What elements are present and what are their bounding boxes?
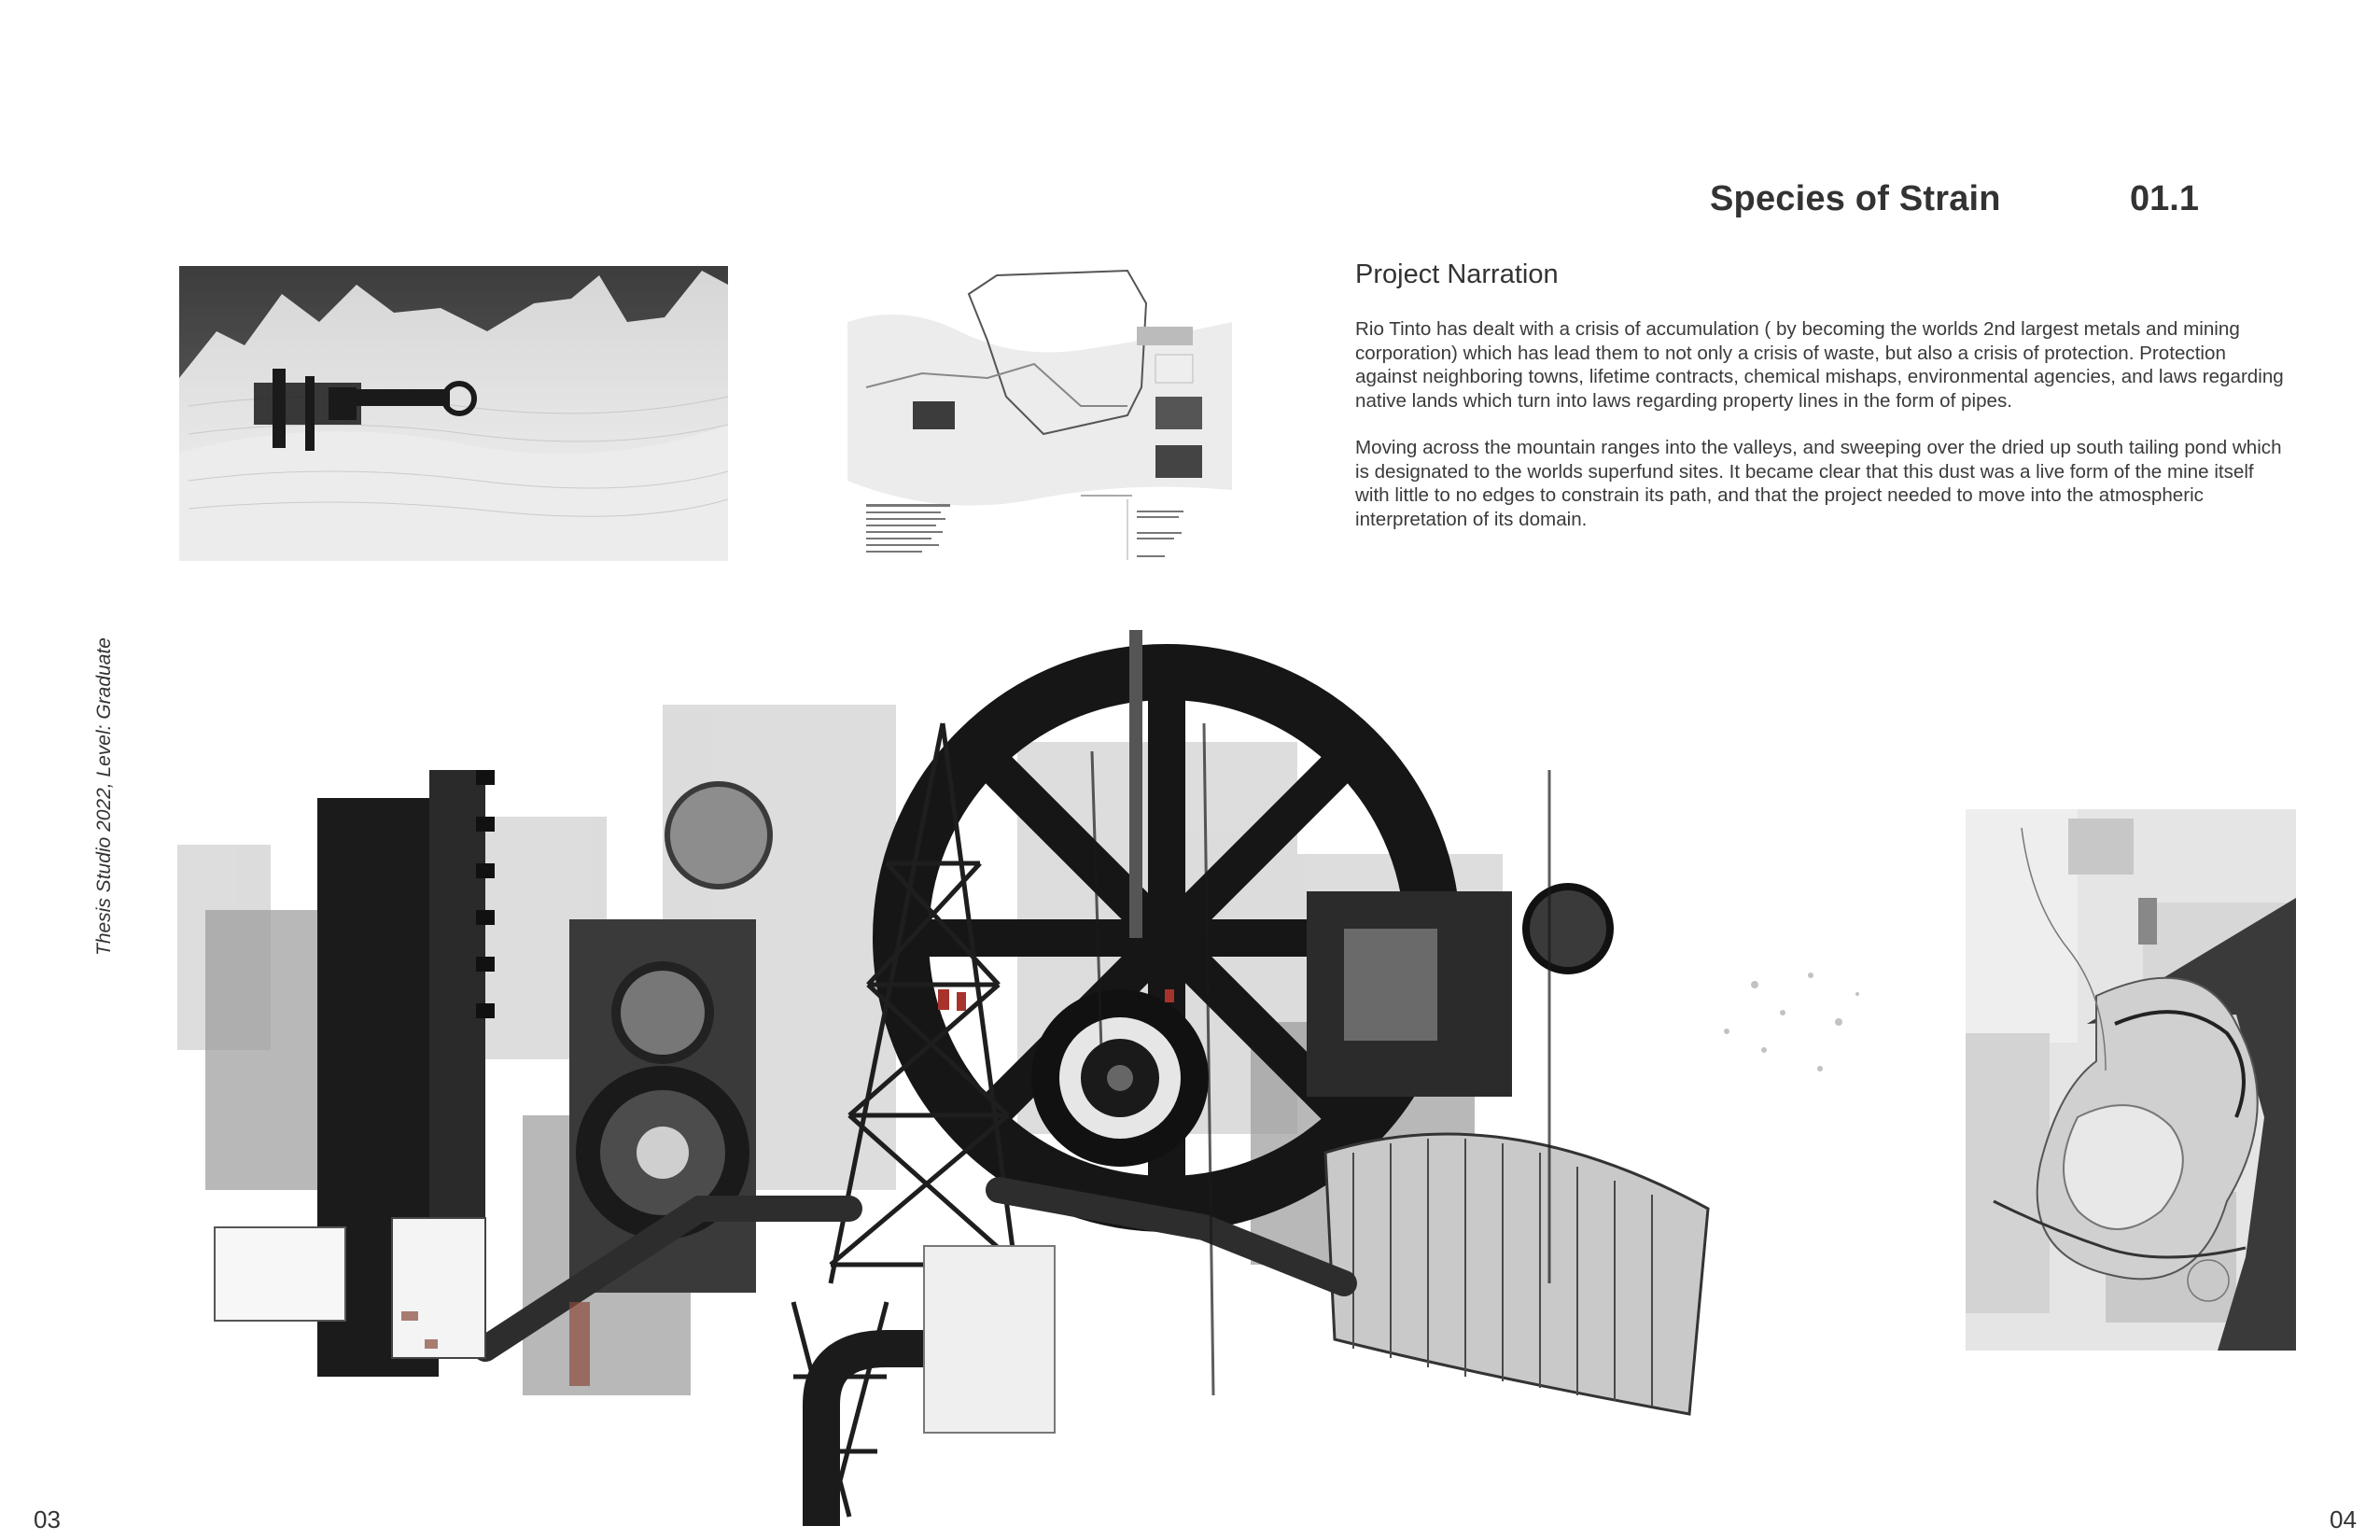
tailings-map-graphic bbox=[1966, 809, 2296, 1351]
page-title: Species of Strain bbox=[1710, 179, 2001, 218]
mountain-render-image bbox=[179, 266, 728, 561]
industrial-collage-image bbox=[177, 630, 1895, 1526]
site-map-graphic bbox=[847, 266, 1232, 565]
narration-paragraph-2: Moving across the mountain ranges into the valleys, and sweeping over the dried up south tailing pond which is designated to the worlds superfund sites. It became clear that this dust was a live form of the mine itself with little to no edges to constrain its path, and that the project needed to move into the atmospheric interpretation of its domain. bbox=[1355, 437, 2282, 530]
mountain-render-graphic bbox=[179, 266, 728, 561]
narration-heading: Project Narration bbox=[1355, 259, 1559, 289]
page-number-right: 04 bbox=[2330, 1505, 2357, 1533]
site-map-image bbox=[847, 266, 1232, 565]
side-label: Thesis Studio 2022, Level: Graduate bbox=[93, 637, 115, 956]
section-number: 01.1 bbox=[2130, 179, 2199, 218]
tailings-map-image bbox=[1966, 809, 2296, 1351]
collage-graphic bbox=[177, 630, 1895, 1526]
narration-paragraph-1: Rio Tinto has dealt with a crisis of accumulation ( by becoming the worlds 2nd largest metals and mining corporation) which has lead them to not only a crisis of waste, but also a crisis of protection. Protection against neighboring towns, lifetime contracts, chemical mishaps, environmental agencies, and laws regarding native lands which turn into laws regarding property lines in the form of pipes. bbox=[1355, 318, 2284, 412]
page-number-left: 03 bbox=[34, 1505, 61, 1533]
